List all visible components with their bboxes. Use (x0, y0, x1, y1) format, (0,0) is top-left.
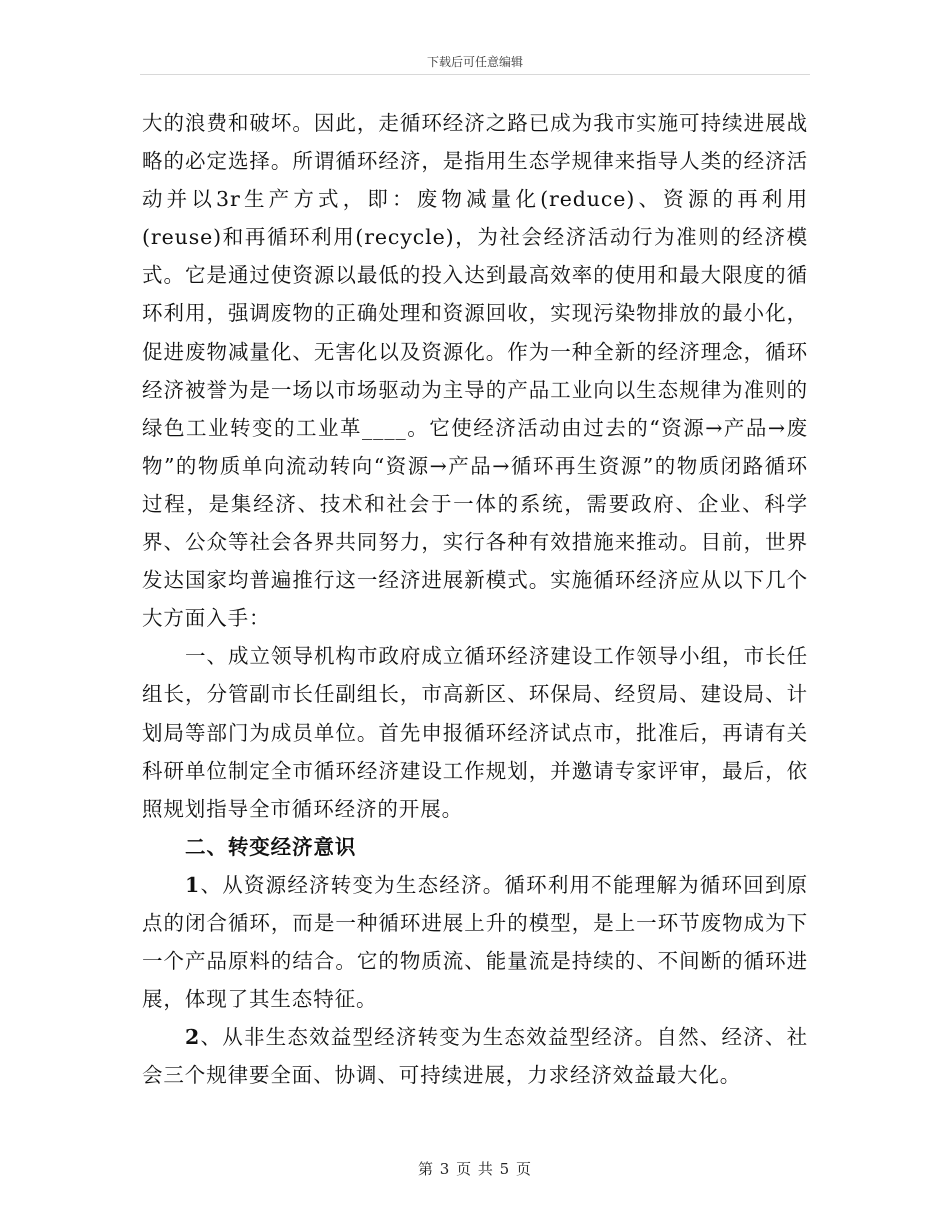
item-text: 、从资源经济转变为生态经济。循环利用不能理解为循环回到原点的闭合循环，而是一种循环进展上升的模型，是上一环节废物成为下一个产品原料的结合。它的物质流、能量流是持续的、不间断的循环进展，体现了其生态特征。 (142, 872, 808, 1012)
item-number: 2 (185, 1025, 201, 1050)
page-header: 下载后可任意编辑 (426, 55, 523, 69)
section-heading-change-economic-awareness: 二、转变经济意识 (185, 834, 357, 859)
document-body (142, 104, 808, 1094)
paragraph-circular-economy-intro: 大的浪费和破坏。因此，走循环经济之路已成为我市实施可持续进展战略的必定选择。所谓循环经济，是指用生态学规律来指导人类的经济活动并以3r生产方式，即：废物减量化(reduce)、资源的再利用(reuse)和再循环利用(recycle)，为社会经济活动行为准则的经济模式。它是通过使资源以最低的投入达到最高效率的使用和最大限度的循环利用，强调废物的正确处理和资源回收，实现污染物排放的最小化，促进废物减量化、无害化以及资源化。作为一种全新的经济理念，循环经济被誉为是一场以市场驱动为主导的产品工业向以生态规律为准则的绿色工业转变的工业革____。它使经济活动由过去的“资源→产品→废物”的物质单向流动转向“资源→产品→循环再生资源”的物质闭路循环过程，是集经济、技术和社会于一体的系统，需要政府、企业、科学界、公众等社会各界共同努力，实行各种有效措施来推动。目前，世界发达国家均普遍推行这一经济进展新模式。实施循环经济应从以下几个大方面入手： (142, 111, 808, 631)
page-footer-page-number: 第 3 页 共 5 页 (418, 1160, 532, 1178)
paragraph-item-1 (142, 866, 808, 1018)
header-divider (140, 74, 810, 75)
item-number: 1 (185, 872, 201, 897)
item-text: 、从非生态效益型经济转变为生态效益型经济。自然、经济、社会三个规律要全面、协调、可持续进展，力求经济效益最大化。 (142, 1025, 808, 1088)
paragraph-item-2 (142, 1018, 808, 1094)
paragraph-leadership-agency: 一、成立领导机构市政府成立循环经济建设工作领导小组，市长任组长，分管副市长任副组长，市高新区、环保局、经贸局、建设局、计划局等部门为成员单位。首先申报循环经济试点市，批准后，再请有关科研单位制定全市循环经济建设工作规划，并邀请专家评审，最后，依照规划指导全市循环经济的开展。 (142, 644, 808, 821)
